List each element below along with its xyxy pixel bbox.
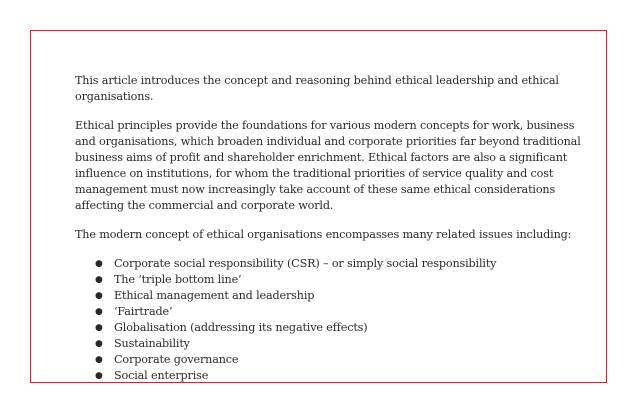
issues-intro-paragraph: The modern concept of ethical organisations encompasses many related issues including: (75, 228, 572, 241)
bullet-icon: ● (95, 291, 103, 301)
bullet-icon: ● (95, 323, 103, 333)
list-item-text: Sustainability (114, 337, 190, 350)
bullet-icon: ● (95, 371, 103, 381)
list-item (95, 272, 595, 288)
list-item-text: The ‘triple bottom line’ (114, 273, 242, 286)
bullet-icon: ● (95, 307, 103, 317)
list-item-text: Corporate social responsibility (CSR) – or simply social responsibility (114, 257, 497, 270)
bullet-icon: ● (95, 275, 103, 285)
list-item (95, 352, 595, 368)
list-item-text: Corporate governance (114, 353, 239, 366)
list-item-text: Social enterprise (114, 369, 209, 382)
list-item (95, 368, 595, 384)
list-item (95, 288, 595, 304)
list-item (95, 256, 595, 272)
list-item (95, 336, 595, 352)
bullet-icon: ● (95, 355, 103, 365)
list-item (95, 320, 595, 336)
principles-paragraph: Ethical principles provide the foundations for various modern concepts for work, business and organisations, which broaden individual and corporate priorities far beyond traditional business aims of profit and shareholder enrichment. Ethical factors are also a significant influence on institutions, for whom the traditional priorities of service quality and cost management must now increasingly take account of these same ethical considerations affecting the commercial and corporate world. (75, 119, 581, 212)
list-item-text: Globalisation (addressing its negative effects) (114, 321, 368, 334)
bullet-icon: ● (95, 259, 103, 269)
list-item-text: Ethical management and leadership (114, 289, 315, 302)
document-body (75, 73, 595, 384)
list-item-text: ‘Fairtrade’ (114, 305, 173, 318)
issues-list (75, 256, 595, 384)
bullet-icon: ● (95, 339, 103, 349)
list-item (95, 304, 595, 320)
intro-paragraph: This article introduces the concept and reasoning behind ethical leadership and ethical organisations. (75, 74, 559, 103)
